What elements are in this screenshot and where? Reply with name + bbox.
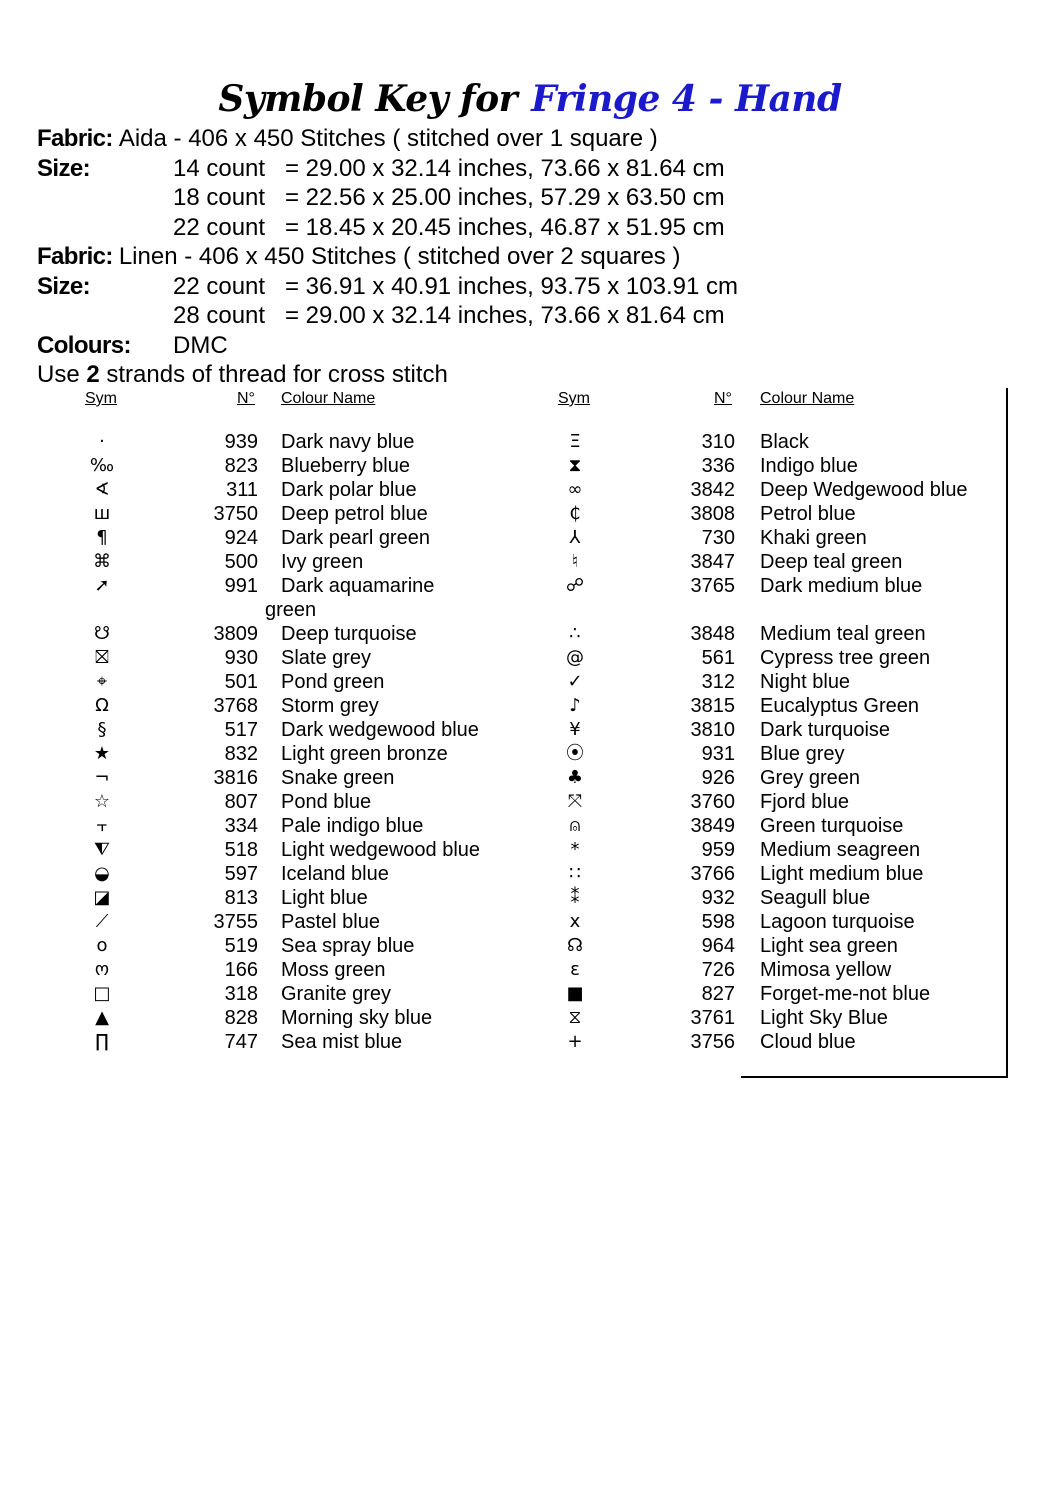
key-row — [0, 1006, 1060, 1030]
dmc-number: 3849 — [690, 815, 735, 837]
size-label: Size: — [37, 272, 91, 300]
strands-row — [37, 360, 680, 390]
stitch-symbol-icon: Ω — [95, 695, 109, 716]
stitch-symbol-icon: ⅄ — [569, 527, 581, 548]
dmc-number: 517 — [224, 719, 258, 741]
size-label: Size: — [37, 154, 91, 182]
dmc-number: 3750 — [213, 503, 258, 525]
dimension-value: = 18.45 x 20.45 inches, 46.87 x 51.95 cm — [285, 213, 725, 241]
colour-name: Storm grey — [281, 695, 379, 717]
stitch-symbol-icon: ♣ — [566, 767, 584, 788]
strands-post: strands of thread for cross stitch — [99, 361, 448, 388]
dmc-number: 827 — [701, 983, 735, 1005]
stitch-symbol-icon: □ — [93, 983, 111, 1004]
stitch-symbol-icon: ⍝ — [569, 815, 581, 836]
count-value: 14 count — [173, 154, 266, 182]
dmc-number: 807 — [224, 791, 258, 813]
count-value: 22 count — [173, 272, 266, 300]
dmc-number: 964 — [701, 935, 735, 957]
stitch-symbol-icon: ☋ — [94, 623, 110, 644]
table-border-right — [1006, 388, 1008, 1078]
page-title — [0, 78, 1060, 120]
fabric-info — [37, 124, 738, 390]
pattern-name: Fringe 4 - Hand — [531, 78, 842, 120]
size-linen-row-2 — [37, 301, 725, 331]
colour-name: Light green bronze — [281, 743, 448, 765]
colour-name: Iceland blue — [281, 863, 389, 885]
dmc-number: 3810 — [690, 719, 735, 741]
fabric-linen-row — [37, 242, 680, 272]
dmc-number: 597 — [224, 863, 258, 885]
colour-name: Light blue — [281, 887, 368, 909]
dmc-number: 730 — [701, 527, 735, 549]
colour-name: Light sea green — [760, 935, 898, 957]
fabric-aida-row — [37, 124, 680, 154]
colour-name: Light wedgewood blue — [281, 839, 481, 861]
key-row — [0, 886, 1060, 910]
dmc-number: 3755 — [213, 911, 258, 933]
header-sym: Sym — [558, 390, 590, 407]
header-number: N° — [237, 390, 255, 407]
colour-name: Eucalyptus Green — [760, 695, 919, 717]
strands-pre: Use — [37, 361, 87, 388]
dmc-number: 561 — [701, 647, 735, 669]
colour-name: Granite grey — [281, 983, 392, 1005]
colour-name: Grey green — [760, 767, 861, 789]
dmc-number: 930 — [224, 647, 258, 669]
key-row — [0, 622, 1060, 646]
colour-name: Deep turquoise — [281, 623, 417, 645]
colour-name: Light medium blue — [760, 863, 924, 885]
key-row — [0, 1030, 1060, 1054]
stitch-symbol-icon: ▲ — [95, 1007, 109, 1028]
dmc-number: 310 — [701, 431, 735, 453]
stitch-symbol-icon: ო — [94, 959, 110, 980]
key-row — [0, 670, 1060, 694]
stitch-symbol-icon: ⌖ — [96, 671, 108, 692]
dimension-value: = 22.56 x 25.00 inches, 57.29 x 63.50 cm — [285, 184, 725, 211]
colour-name: Petrol blue — [760, 503, 856, 525]
stitch-symbol-icon: ⛝ — [95, 647, 109, 668]
header-number: N° — [714, 390, 732, 407]
colours-value: DMC — [173, 331, 228, 359]
colour-name: Morning sky blue — [281, 1007, 433, 1029]
stitch-symbol-icon: ◪ — [93, 887, 111, 908]
dmc-number: 3848 — [690, 623, 735, 645]
colour-name: Cloud blue — [760, 1031, 856, 1053]
key-row — [0, 862, 1060, 886]
dimension-value: = 29.00 x 32.14 inches, 73.66 x 81.64 cm — [285, 302, 725, 329]
stitch-symbol-icon: Ξ — [569, 431, 581, 452]
colour-name: Mimosa yellow — [760, 959, 892, 981]
fabric-label: Fabric: — [37, 125, 113, 152]
stitch-symbol-icon: ∷ — [569, 863, 581, 884]
colour-name: Dark pearl green — [281, 527, 430, 549]
stitch-symbol-icon: ⫟ — [96, 815, 108, 836]
dmc-number: 926 — [701, 767, 735, 789]
stitch-symbol-icon: ✓ — [567, 671, 583, 692]
dmc-number: 747 — [224, 1031, 258, 1053]
colour-name: Seagull blue — [760, 887, 871, 909]
dmc-number: 813 — [224, 887, 258, 909]
size-aida-row-2 — [37, 183, 725, 213]
stitch-symbol-icon: ¥ — [569, 719, 581, 740]
size-linen-row-1 — [37, 272, 738, 302]
count-value: 22 count — [173, 213, 266, 241]
dmc-number: 932 — [701, 887, 735, 909]
stitch-symbol-icon: ⦿ — [566, 743, 584, 764]
stitch-symbol-icon: ⧖ — [568, 1007, 582, 1028]
key-row — [0, 646, 1060, 670]
stitch-symbol-icon: ‰ — [89, 455, 115, 476]
stitch-symbol-icon: * — [570, 839, 580, 860]
colour-name: Cypress tree green — [760, 647, 931, 669]
colour-name: Pastel blue — [281, 911, 380, 933]
colour-name: Deep Wedgewood blue — [760, 479, 968, 501]
header-colour-name: Colour Name — [281, 390, 376, 407]
stitch-symbol-icon: ★ — [93, 743, 111, 764]
colour-name: Lagoon turquoise — [760, 911, 915, 933]
key-row — [0, 766, 1060, 790]
dmc-number: 828 — [224, 1007, 258, 1029]
key-row — [0, 694, 1060, 718]
dimension-value: = 36.91 x 40.91 inches, 93.75 x 103.91 cm — [285, 272, 738, 300]
key-row — [0, 934, 1060, 958]
colour-name: Sea spray blue — [281, 935, 415, 957]
dmc-number: 3760 — [690, 791, 735, 813]
stitch-symbol-icon: ◒ — [94, 863, 110, 884]
stitch-symbol-icon: ∴ — [569, 623, 581, 644]
dmc-number: 3842 — [690, 479, 735, 501]
stitch-symbol-icon: ⌘ — [93, 551, 111, 572]
colour-name: Dark navy blue — [281, 431, 415, 453]
stitch-symbol-icon: ☍ — [565, 575, 585, 596]
colour-name: Deep petrol blue — [281, 503, 428, 525]
stitch-symbol-icon: x — [569, 911, 581, 932]
header-sym: Sym — [85, 390, 117, 407]
title-prefix: Symbol Key for — [218, 78, 518, 120]
colour-name: Pond blue — [281, 791, 372, 813]
dmc-number: 3809 — [213, 623, 258, 645]
key-row — [0, 814, 1060, 838]
stitch-symbol-icon: ш — [93, 503, 111, 524]
stitch-symbol-icon: ♪ — [569, 695, 581, 716]
colour-name: Blue grey — [760, 743, 845, 765]
dmc-number: 832 — [224, 743, 258, 765]
size-aida-row-1 — [37, 154, 725, 184]
strands-count: 2 — [86, 361, 100, 388]
colour-name: Ivy green — [281, 551, 364, 573]
dmc-number: 3756 — [690, 1031, 735, 1053]
colour-name: Indigo blue — [760, 455, 858, 477]
key-row — [0, 478, 1060, 502]
key-row — [0, 742, 1060, 766]
colour-name: Dark turquoise — [760, 719, 891, 741]
dmc-number: 334 — [224, 815, 258, 837]
key-row — [0, 982, 1060, 1006]
stitch-symbol-icon: ¬ — [94, 767, 110, 788]
stitch-symbol-icon: o — [96, 935, 108, 956]
dmc-number: 939 — [224, 431, 258, 453]
colour-name-wrap: green — [265, 599, 317, 621]
dmc-number: 336 — [701, 455, 735, 477]
key-row — [0, 550, 1060, 574]
stitch-symbol-icon: @ — [566, 647, 584, 668]
dimension-value: = 29.00 x 32.14 inches, 73.66 x 81.64 cm — [285, 154, 725, 182]
count-value: 18 count — [173, 184, 266, 211]
dmc-number: 519 — [224, 935, 258, 957]
dmc-number: 312 — [701, 671, 735, 693]
colour-name: Fjord blue — [760, 791, 849, 813]
key-row — [0, 574, 1060, 598]
stitch-symbol-icon: ∏ — [95, 1031, 109, 1052]
stitch-symbol-icon: ➚ — [94, 575, 110, 596]
dmc-number: 3766 — [690, 863, 735, 885]
dmc-number: 3815 — [690, 695, 735, 717]
stitch-symbol-icon: ⤧ — [567, 791, 583, 812]
dmc-number: 931 — [701, 743, 735, 765]
dmc-number: 3765 — [690, 575, 735, 597]
stitch-symbol-icon: ⧨ — [93, 839, 111, 860]
dmc-number: 518 — [224, 839, 258, 861]
colour-name: Deep teal green — [760, 551, 903, 573]
dmc-number: 3761 — [690, 1007, 735, 1029]
key-row — [0, 910, 1060, 934]
colour-name: Dark wedgewood blue — [281, 719, 479, 741]
dmc-number: 924 — [224, 527, 258, 549]
colour-name: Night blue — [760, 671, 851, 693]
colour-name: Pale indigo blue — [281, 815, 424, 837]
size-aida-row-3 — [37, 213, 725, 243]
colour-name: Green turquoise — [760, 815, 904, 837]
stitch-symbol-icon: ¶ — [96, 527, 108, 548]
dmc-number: 166 — [224, 959, 258, 981]
colour-name: Slate grey — [281, 647, 372, 669]
dmc-number: 500 — [224, 551, 258, 573]
colours-row — [37, 331, 680, 361]
colour-name: Medium seagreen — [760, 839, 921, 861]
key-row — [0, 502, 1060, 526]
colour-name: Snake green — [281, 767, 395, 789]
colour-name: Dark aquamarine — [281, 575, 435, 597]
stitch-symbol-icon: ☆ — [93, 791, 111, 812]
fabric-aida-value: Aida - 406 x 450 Stitches ( stitched over 1 square ) — [118, 125, 658, 152]
fabric-linen-value: Linen - 406 x 450 Stitches ( stitched over 2 squares ) — [118, 243, 681, 270]
stitch-symbol-icon: § — [97, 719, 107, 740]
fabric-label: Fabric: — [37, 243, 113, 270]
dmc-number: 3768 — [213, 695, 258, 717]
colour-name: Light Sky Blue — [760, 1007, 888, 1029]
stitch-symbol-icon: ∢ — [94, 479, 110, 500]
count-value: 28 count — [173, 302, 266, 329]
colour-name: Medium teal green — [760, 623, 926, 645]
stitch-symbol-icon: ∞ — [567, 479, 583, 500]
key-row — [0, 454, 1060, 478]
stitch-symbol-icon: ⁑ — [570, 887, 580, 908]
colour-name: Moss green — [281, 959, 386, 981]
colour-name: Khaki green — [760, 527, 867, 549]
stitch-symbol-icon: ♮ — [571, 551, 579, 572]
dmc-number: 501 — [224, 671, 258, 693]
stitch-symbol-icon: · — [99, 431, 105, 452]
header-colour-name: Colour Name — [760, 390, 855, 407]
key-row — [0, 430, 1060, 454]
key-row — [0, 718, 1060, 742]
stitch-symbol-icon: ⟋ — [95, 911, 109, 932]
key-row — [0, 526, 1060, 550]
stitch-symbol-icon: ₵ — [569, 503, 581, 524]
dmc-number: 726 — [701, 959, 735, 981]
colour-name: Dark medium blue — [760, 575, 923, 597]
dmc-number: 991 — [224, 575, 258, 597]
colour-name: Blueberry blue — [281, 455, 410, 477]
key-row — [0, 838, 1060, 862]
colour-name: Forget-me-not blue — [760, 983, 931, 1005]
table-border-bottom — [741, 1076, 1008, 1078]
stitch-symbol-icon: ε — [570, 959, 580, 980]
colour-name: Pond green — [281, 671, 385, 693]
stitch-symbol-icon: ■ — [566, 983, 584, 1004]
colours-label: Colours: — [37, 331, 131, 359]
key-row — [0, 790, 1060, 814]
colour-name: Sea mist blue — [281, 1031, 403, 1053]
dmc-number: 823 — [224, 455, 258, 477]
dmc-number: 3847 — [690, 551, 735, 573]
colour-name: Black — [760, 431, 809, 453]
stitch-symbol-icon: + — [567, 1031, 583, 1052]
stitch-symbol-icon: ⧗ — [568, 455, 582, 476]
dmc-number: 311 — [226, 479, 258, 501]
dmc-number: 3808 — [690, 503, 735, 525]
dmc-number: 318 — [224, 983, 258, 1005]
stitch-symbol-icon: ☊ — [567, 935, 583, 956]
dmc-number: 959 — [701, 839, 735, 861]
key-row — [0, 958, 1060, 982]
dmc-number: 598 — [701, 911, 735, 933]
dmc-number: 3816 — [213, 767, 258, 789]
colour-name: Dark polar blue — [281, 479, 417, 501]
